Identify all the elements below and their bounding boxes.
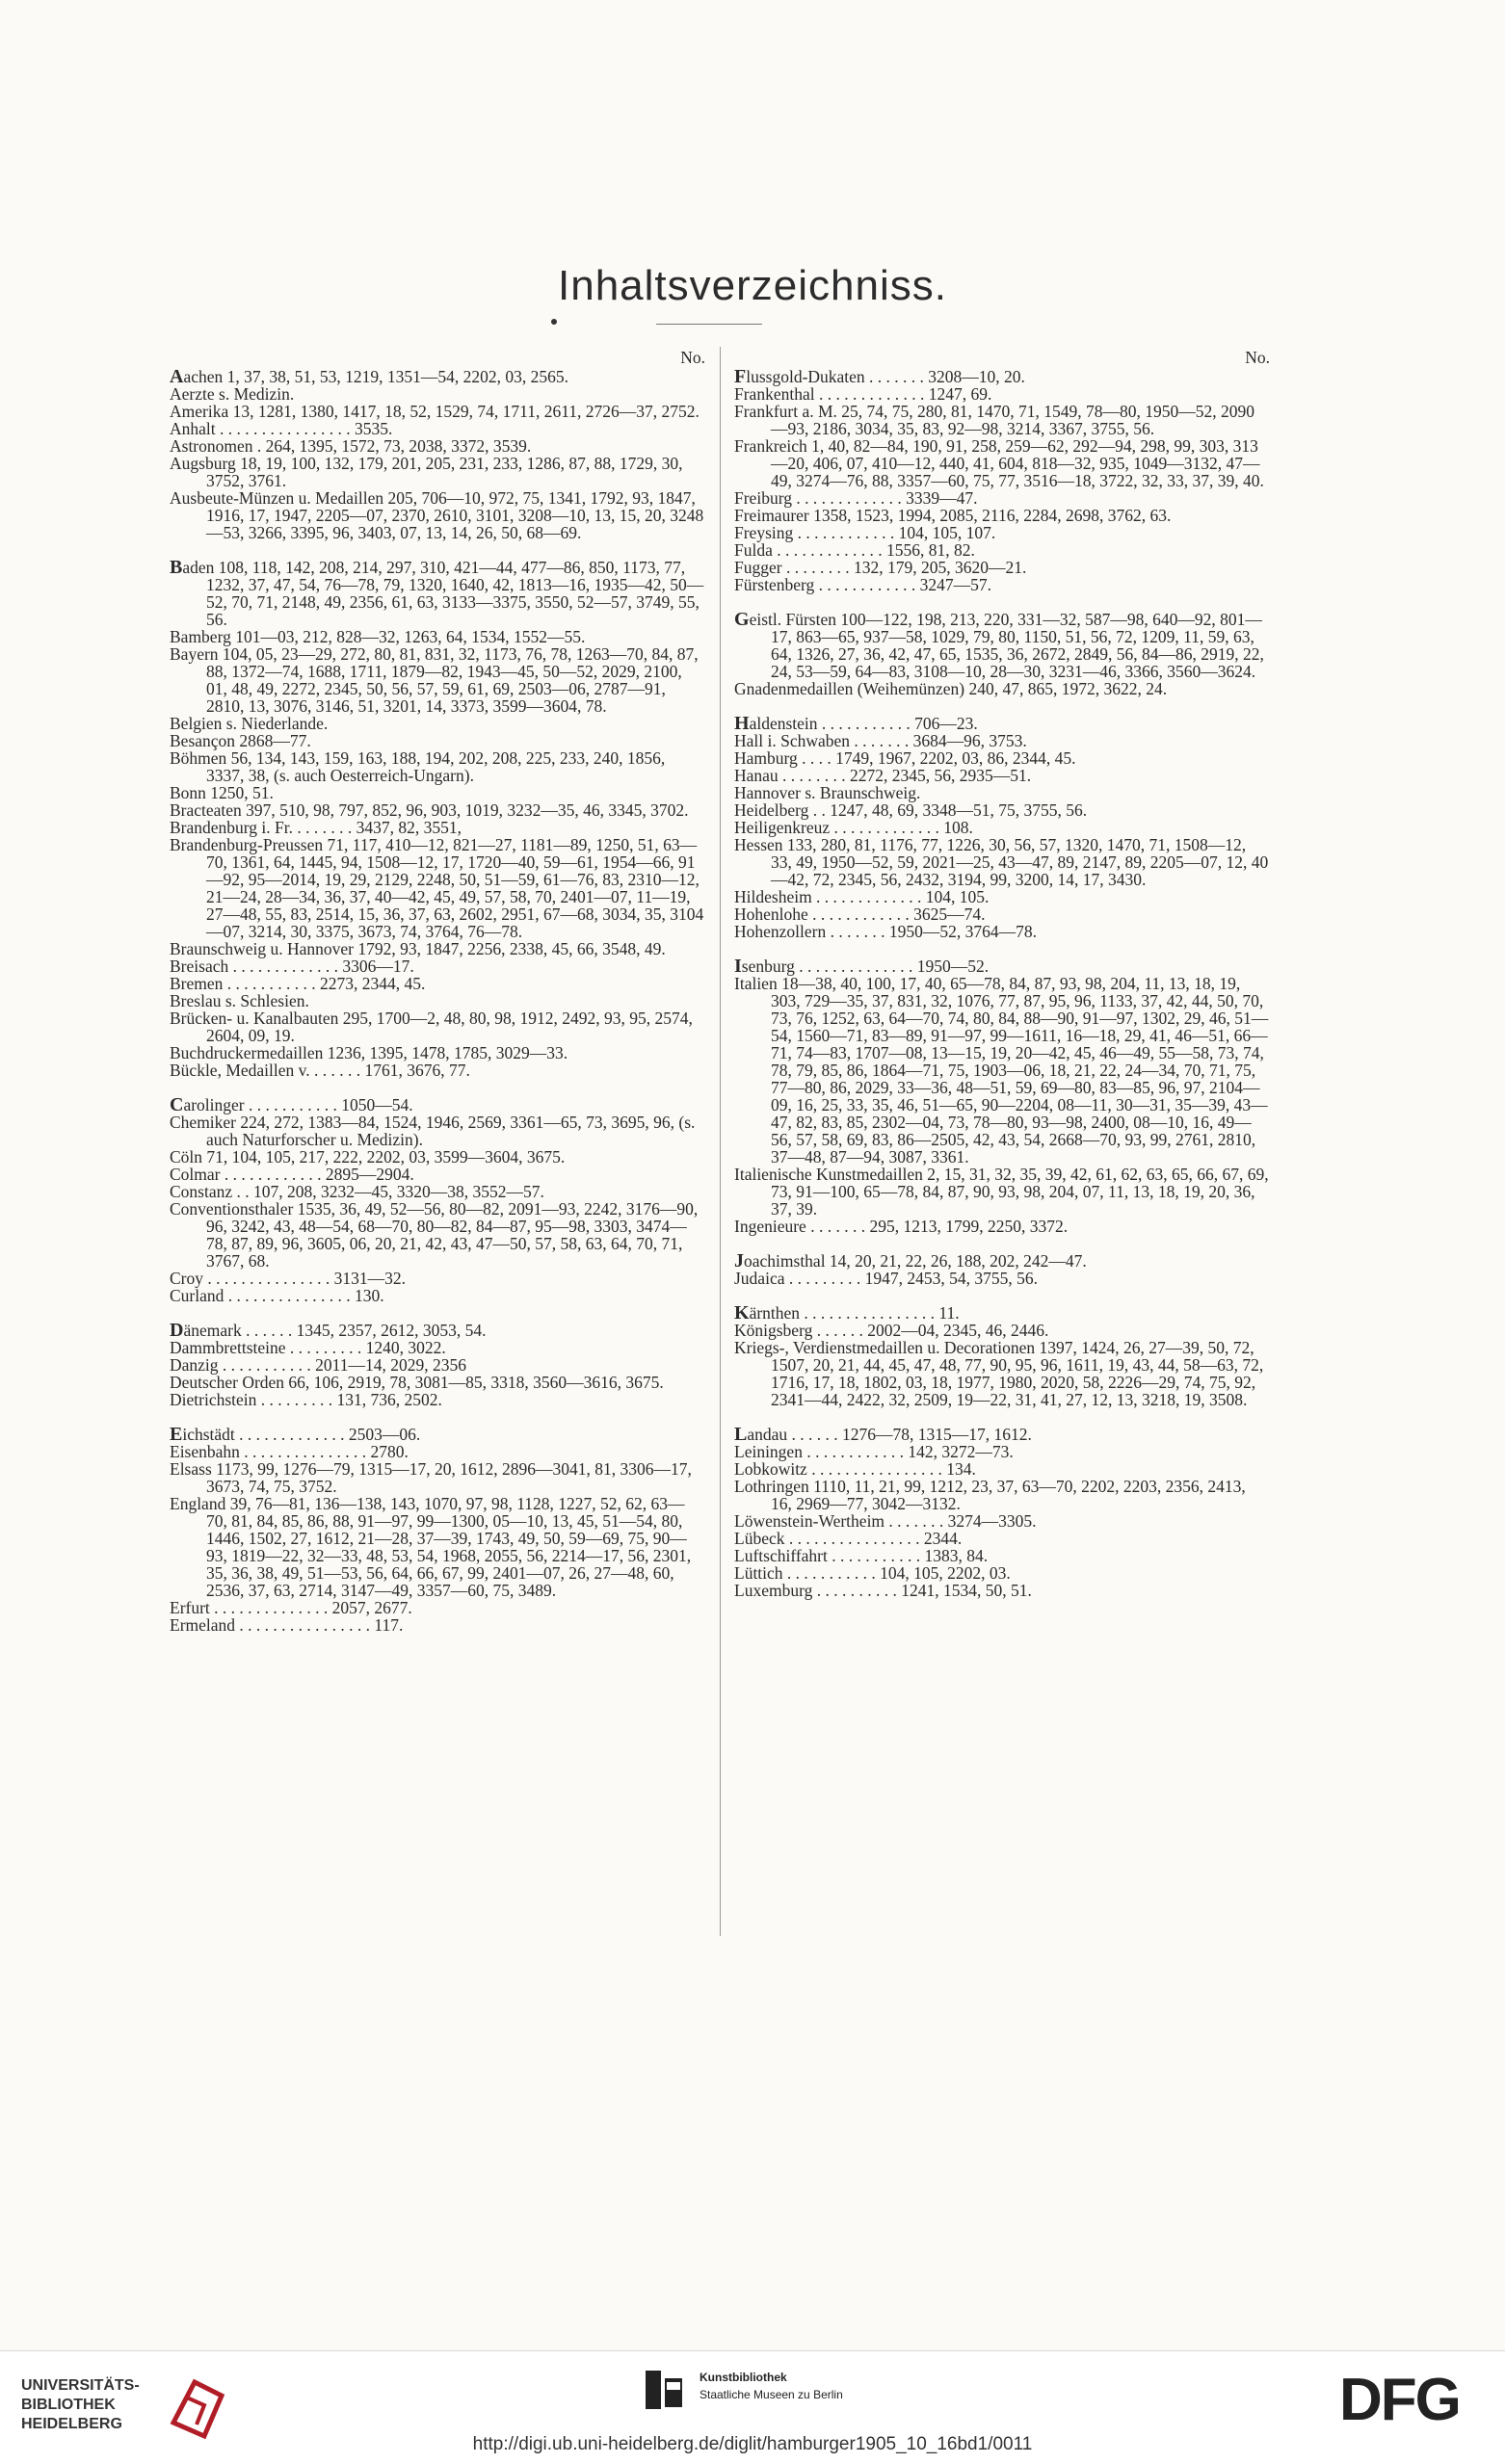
index-entry: Eisenbahn . . . . . . . . . . . . . . . 2780. (170, 1442, 409, 1461)
index-entry: Danzig . . . . . . . . . . . 2011—14, 2029, 2356 (170, 1355, 467, 1375)
kb-subtitle: Staatliche Museen zu Berlin (700, 2388, 843, 2401)
index-group (170, 368, 705, 541)
index-entry: Leiningen . . . . . . . . . . . . 142, 3272—73. (734, 1442, 1014, 1461)
index-entry: England 39, 76—81, 136—138, 143, 1070, 97, 98, 1128, 1227, 52, 62, 63—70, 81, 84, 85, 86, 88, 91—97, 99—1300, 05—10, 13, 45, 51—54, 80, 1446, 1502, 27, 1612, 21—28, 37—39, 1743, 49, 50, 59—69, 75, 90—93, 1819—22, 32—33, 48, 53, 54, 1968, 2055, 56, 2214—17, 56, 2301, 35, 36, 38, 49, 51—53, 56, 64, 66, 67, 99, 2401—07, 26, 27—48, 60, 2536, 37, 63, 2714, 3147—49, 3357—60, 75, 3489. (170, 1494, 692, 1600)
index-entry: Elsass 1173, 99, 1276—79, 1315—17, 20, 1612, 2896—3041, 81, 3306—17, 3673, 74, 75, 3752. (170, 1459, 692, 1496)
index-entry: Böhmen 56, 134, 143, 159, 163, 188, 194, 202, 208, 225, 233, 240, 1856, 3337, 38, (s. auch Oesterreich-Ungarn). (170, 748, 666, 785)
right-index-groups (734, 368, 1270, 1599)
index-entry: Augsburg 18, 19, 100, 132, 179, 201, 205, 231, 233, 1286, 87, 88, 1729, 30, 3752, 3761. (170, 454, 683, 490)
index-group (734, 957, 1270, 1235)
dfg-logo[interactable]: DFG (1339, 2367, 1460, 2433)
index-entry: Frankenthal . . . . . . . . . . . . . 1247, 69. (734, 384, 992, 404)
index-entry: Fugger . . . . . . . . 132, 179, 205, 3620—21. (734, 558, 1027, 577)
index-entry: Bückle, Medaillen v. . . . . . . 1761, 3676, 77. (170, 1061, 470, 1080)
group-initial-letter: C (170, 1094, 184, 1115)
index-entry: Geistl. Fürsten 100—122, 198, 213, 220, 331—32, 587—98, 640—92, 801—17, 863—65, 937—58, 1029, 79, 80, 1150, 51, 56, 72, 1209, 11, 59, 63, 64, 1326, 27, 36, 42, 47, 65, 1535, 36, 2672, 2849, 56, 84—86, 2919, 22, 24, 53—59, 64—83, 3108—10, 28—30, 3231—46, 3366, 3560—3624. (734, 609, 1264, 681)
index-entry: Hannover s. Braunschweig. (734, 783, 921, 802)
index-entry: Fulda . . . . . . . . . . . . . 1556, 81, 82. (734, 540, 975, 560)
group-initial-letter: B (170, 557, 183, 578)
index-entry: Judaica . . . . . . . . . 1947, 2453, 54, 3755, 56. (734, 1269, 1038, 1288)
group-initial-letter: H (734, 713, 750, 734)
index-entry: Dänemark . . . . . . 1345, 2357, 2612, 3053, 54. (170, 1320, 487, 1341)
index-entry: Croy . . . . . . . . . . . . . . . 3131—32. (170, 1269, 406, 1288)
index-entry: Freimaurer 1358, 1523, 1994, 2085, 2116, 2284, 2698, 3762, 63. (734, 506, 1172, 525)
index-entry: Frankreich 1, 40, 82—84, 190, 91, 258, 259—62, 292—94, 298, 99, 303, 313—20, 406, 07, 410—12, 440, 41, 604, 818—32, 935, 1049—3132, 47—49, 3274—76, 88, 3357—60, 75, 77, 3516—18, 3722, 32, 33, 37, 39, 40. (734, 436, 1264, 490)
index-entry: Brandenburg-Preussen 71, 117, 410—12, 821—27, 1181—89, 1250, 51, 63—70, 1361, 64, 1445, 94, 1508—12, 17, 1720—40, 59—61, 1954—66, 91—92, 95—2014, 19, 29, 2129, 2248, 50, 51—59, 61—76, 83, 2310—12, 21—24, 28—34, 36, 37, 40—42, 45, 49, 57, 58, 70, 2401—07, 11—19, 27—48, 55, 83, 2514, 15, 36, 37, 63, 2602, 2951, 67—68, 3034, 35, 3104—07, 3214, 30, 3375, 3673, 74, 3764, 76—78. (170, 835, 704, 941)
index-entry: Lothringen 1110, 11, 21, 99, 1212, 23, 37, 63—70, 2202, 2203, 2356, 2413, 16, 2969—77, 3042—3132. (734, 1477, 1246, 1513)
index-entry: Gnadenmedaillen (Weihemünzen) 240, 47, 865, 1972, 3622, 24. (734, 679, 1168, 698)
index-entry: Cöln 71, 104, 105, 217, 222, 2202, 03, 3599—3604, 3675. (170, 1147, 566, 1166)
index-group (734, 715, 1270, 940)
index-entry: Ausbeute-Münzen u. Medaillen 205, 706—10, 972, 75, 1341, 1792, 93, 1847, 1916, 17, 1947, 2205—07, 2370, 2610, 3101, 3208—10, 13, 15, 20, 3248—53, 3266, 3395, 96, 3403, 07, 13, 14, 26, 50, 68—69. (170, 488, 704, 542)
index-entry: Curland . . . . . . . . . . . . . . . 130. (170, 1286, 384, 1305)
index-entry: Hessen 133, 280, 81, 1176, 77, 1226, 30, 56, 57, 1320, 1470, 71, 1508—12, 33, 49, 1950—52, 59, 2021—25, 43—47, 89, 2147, 89, 2205—07, 12, 40—42, 72, 2345, 56, 2432, 3194, 99, 3200, 14, 17, 3430. (734, 835, 1269, 889)
group-initial-letter: E (170, 1424, 183, 1445)
index-group (170, 1322, 705, 1408)
index-group (170, 559, 705, 1079)
index-entry: Haldenstein . . . . . . . . . . . 706—23. (734, 713, 978, 734)
index-entry: Hanau . . . . . . . . 2272, 2345, 56, 2935—51. (734, 766, 1032, 785)
index-group (170, 1096, 705, 1304)
library-logo-text: UNIVERSITÄTS-BIBLIOTHEK HEIDELBERG (21, 2377, 140, 2432)
index-group (170, 1426, 705, 1634)
column-header-no: No. (680, 348, 705, 367)
index-entry: Luxemburg . . . . . . . . . . 1241, 1534, 50, 51. (734, 1581, 1032, 1600)
index-entry: Colmar . . . . . . . . . . . . 2895—2904. (170, 1165, 414, 1184)
index-entry: Isenburg . . . . . . . . . . . . . . 1950—52. (734, 956, 990, 977)
index-entry: Amerika 13, 1281, 1380, 1417, 18, 52, 1529, 74, 1711, 2611, 2726—37, 2752. (170, 402, 700, 421)
index-entry: Heiligenkreuz . . . . . . . . . . . . . 108. (734, 818, 973, 837)
kb-name: Kunstbibliothek (700, 2371, 787, 2384)
index-entry: Fürstenberg . . . . . . . . . . . . 3247—57. (734, 575, 992, 594)
index-entry: Deutscher Orden 66, 106, 2919, 78, 3081—85, 3318, 3560—3616, 3675. (170, 1373, 664, 1392)
university-library-logo[interactable] (21, 2376, 233, 2438)
group-initial-letter: L (734, 1424, 748, 1445)
index-entry: Freysing . . . . . . . . . . . . 104, 105, 107. (734, 523, 996, 542)
index-entry: Kriegs-, Verdienstmedaillen u. Decorationen 1397, 1424, 26, 27—39, 50, 72, 1507, 20, 21, 44, 45, 47, 48, 77, 90, 95, 96, 1611, 19, 43, 44, 58—63, 72, 1716, 17, 18, 1802, 03, 18, 1977, 1980, 2020, 58, 2226—29, 74, 75, 92, 2341—44, 2422, 32, 2509, 19—22, 31, 41, 27, 12, 13, 3218, 19, 3508. (734, 1338, 1264, 1409)
index-group (734, 1252, 1270, 1287)
index-entry: Breisach . . . . . . . . . . . . . 3306—17. (170, 957, 414, 976)
left-column (170, 349, 705, 1651)
index-entry: Flussgold-Dukaten . . . . . . . 3208—10, 20. (734, 366, 1025, 387)
kunstbibliothek-logo[interactable] (642, 2367, 873, 2415)
index-entry: Aerzte s. Medizin. (170, 384, 295, 404)
index-group (734, 1304, 1270, 1408)
index-entry: Baden 108, 118, 142, 208, 214, 297, 310, 421—44, 477—86, 850, 1173, 77, 1232, 37, 47, 54, 76—78, 79, 1320, 1640, 42, 1813—16, 1935—42, 50—52, 70, 71, 2148, 49, 2356, 61, 63, 3133—3375, 3550, 52—57, 3749, 55, 56. (170, 557, 704, 629)
index-entry: Lobkowitz . . . . . . . . . . . . . . . . 134. (734, 1459, 976, 1479)
title-rule (656, 324, 762, 325)
index-entry: Erfurt . . . . . . . . . . . . . . 2057, 2677. (170, 1598, 412, 1617)
index-entry: Braunschweig u. Hannover 1792, 93, 1847, 2256, 2338, 45, 66, 3548, 49. (170, 939, 666, 958)
group-initial-letter: D (170, 1320, 184, 1341)
index-entry: Brücken- u. Kanalbauten 295, 1700—2, 48, 80, 98, 1912, 2492, 93, 95, 2574, 2604, 09, 19. (170, 1009, 693, 1045)
column-divider (720, 347, 721, 1936)
index-entry: Löwenstein-Wertheim . . . . . . . 3274—3305. (734, 1511, 1037, 1531)
index-entry: Freiburg . . . . . . . . . . . . . 3339—47. (734, 488, 978, 508)
index-entry: Brandenburg i. Fr. . . . . . . . 3437, 82, 3551, (170, 818, 462, 837)
group-initial-letter: F (734, 366, 747, 387)
index-entry: Anhalt . . . . . . . . . . . . . . . . 3535. (170, 419, 393, 438)
index-entry: Besançon 2868—77. (170, 731, 311, 750)
index-entry: Constanz . . 107, 208, 3232—45, 3320—38, 3552—57. (170, 1182, 544, 1201)
group-initial-letter: K (734, 1302, 750, 1324)
index-entry: Lüttich . . . . . . . . . . . 104, 105, 2202, 03. (734, 1563, 1011, 1583)
index-entry: Hall i. Schwaben . . . . . . . 3684—96, 3753. (734, 731, 1027, 750)
left-index-groups (170, 368, 705, 1634)
index-entry: Eichstädt . . . . . . . . . . . . . 2503—06. (170, 1424, 421, 1445)
index-entry: Ermeland . . . . . . . . . . . . . . . . 117. (170, 1615, 404, 1635)
index-entry: Heidelberg . . 1247, 48, 69, 3348—51, 75, 3755, 56. (734, 800, 1088, 820)
index-group (734, 611, 1270, 697)
index-entry: Hohenlohe . . . . . . . . . . . . 3625—74. (734, 904, 986, 924)
page-title: Inhaltsverzeichniss. (558, 262, 947, 309)
index-entry: Buchdruckermedaillen 1236, 1395, 1478, 1785, 3029—33. (170, 1043, 568, 1062)
library-seal-icon (166, 2378, 225, 2440)
index-entry: Ingenieure . . . . . . . 295, 1213, 1799, 2250, 3372. (734, 1217, 1069, 1236)
group-initial-letter: J (734, 1250, 744, 1271)
index-entry: Hamburg . . . . 1749, 1967, 2202, 03, 86, 2344, 45. (734, 748, 1076, 768)
index-entry: Kärnthen . . . . . . . . . . . . . . . . 11. (734, 1302, 960, 1324)
index-entry: Dietrichstein . . . . . . . . . 131, 736, 2502. (170, 1390, 442, 1409)
index-entry: Lübeck . . . . . . . . . . . . . . . . 2344. (734, 1529, 963, 1548)
index-entry: Breslau s. Schlesien. (170, 991, 309, 1010)
index-entry: Conventionsthaler 1535, 36, 49, 52—56, 80—82, 2091—93, 2242, 3176—90, 96, 3242, 43, 48—54, 68—70, 80—82, 84—87, 95—98, 3303, 3474—78, 87, 89, 96, 3605, 06, 20, 21, 42, 43, 47—50, 57, 58, 63, 64, 70, 71, 3767, 68. (170, 1199, 699, 1271)
index-entry: Aachen 1, 37, 38, 51, 53, 1219, 1351—54, 2202, 03, 2565. (170, 366, 569, 387)
group-initial-letter: I (734, 956, 742, 977)
index-entry: Hohenzollern . . . . . . . 1950—52, 3764—78. (734, 922, 1037, 941)
group-initial-letter: G (734, 609, 750, 630)
kunstbibliothek-mark-icon (642, 2369, 688, 2413)
index-entry: Bayern 104, 05, 23—29, 272, 80, 81, 831, 32, 1173, 76, 78, 1263—70, 84, 87, 88, 1372—74, 1688, 1711, 1879—82, 1943—45, 50—52, 2029, 2100, 01, 48, 49, 2272, 2345, 50, 56, 57, 59, 61, 69, 2503—06, 2787—91, 2810, 13, 3076, 3146, 51, 3201, 14, 3373, 3599—3604, 78. (170, 644, 699, 716)
index-entry: Italien 18—38, 40, 100, 17, 40, 65—78, 84, 87, 93, 98, 204, 11, 13, 18, 19, 303, 729—35, 37, 831, 32, 1076, 77, 87, 95, 96, 1133, 37, 42, 44, 50, 70, 73, 76, 1252, 63, 64—70, 74, 80, 84, 88—90, 91—97, 1302, 29, 46, 51—54, 1560—71, 83—89, 91—97, 99—1611, 16—18, 29, 41, 46—51, 66—71, 74—83, 1707—08, 13—15, 19, 20—42, 45, 46—49, 55—58, 73, 74, 78, 79, 85, 86, 1864—71, 75, 1903—06, 18, 21, 22, 24—34, 70, 71, 75, 77—80, 86, 2029, 33—36, 48—51, 59, 69—80, 83—85, 96, 97, 2104—09, 16, 25, 33, 35, 46, 51—65, 90—2204, 08—11, 30—31, 35—39, 43—47, 82, 83, 85, 2302—04, 73, 78—80, 93—98, 2400, 08—10, 16, 49—56, 57, 58, 69, 83, 86—2505, 42, 43, 54, 2668—70, 93, 99, 2761, 2810, 37—48, 87—94, 3087, 3361. (734, 974, 1269, 1166)
index-entry: Königsberg . . . . . . 2002—04, 2345, 46, 2446. (734, 1321, 1049, 1340)
index-entry: Belgien s. Niederlande. (170, 714, 329, 733)
index-entry: Astronomen . 264, 1395, 1572, 73, 2038, 3372, 3539. (170, 436, 532, 456)
index-group (734, 1426, 1270, 1599)
group-initial-letter: A (170, 366, 184, 387)
index-entry: Carolinger . . . . . . . . . . . 1050—54. (170, 1094, 413, 1115)
index-entry: Dammbrettsteine . . . . . . . . . 1240, 3022. (170, 1338, 446, 1357)
right-column (734, 349, 1270, 1616)
index-group (734, 368, 1270, 593)
column-header-no: No. (1245, 348, 1270, 367)
title-ornament-dot (551, 319, 557, 325)
index-entry: Bamberg 101—03, 212, 828—32, 1263, 64, 1534, 1552—55. (170, 627, 586, 646)
index-entry: Italienische Kunstmedaillen 2, 15, 31, 32, 35, 39, 42, 61, 62, 63, 65, 66, 67, 69, 73, 91—100, 65—78, 84, 87, 90, 93, 98, 204, 07, 11, 13, 18, 19, 20, 36, 37, 39. (734, 1165, 1269, 1219)
index-entry: Joachimsthal 14, 20, 21, 22, 26, 188, 202, 242—47. (734, 1250, 1087, 1271)
index-entry: Bracteaten 397, 510, 98, 797, 852, 96, 903, 1019, 3232—35, 46, 3345, 3702. (170, 800, 689, 820)
index-entry: Frankfurt a. M. 25, 74, 75, 280, 81, 1470, 71, 1549, 78—80, 1950—52, 2090—93, 2186, 3034, 35, 83, 92—98, 3214, 3367, 3755, 56. (734, 402, 1255, 438)
index-entry: Bremen . . . . . . . . . . . 2273, 2344, 45. (170, 974, 426, 993)
permalink-url[interactable]: http://digi.ub.uni-heidelberg.de/diglit/hamburger1905_10_16bd1/0011 (472, 2434, 1033, 2454)
index-entry: Hildesheim . . . . . . . . . . . . . 104, 105. (734, 887, 990, 906)
index-entry: Bonn 1250, 51. (170, 783, 274, 802)
index-entry: Chemiker 224, 272, 1383—84, 1524, 1946, 2569, 3361—65, 73, 3695, 96, (s. auch Naturforscher u. Medizin). (170, 1113, 696, 1149)
index-entry: Landau . . . . . . 1276—78, 1315—17, 1612. (734, 1424, 1032, 1445)
index-entry: Luftschiffahrt . . . . . . . . . . . 1383, 84. (734, 1546, 989, 1565)
